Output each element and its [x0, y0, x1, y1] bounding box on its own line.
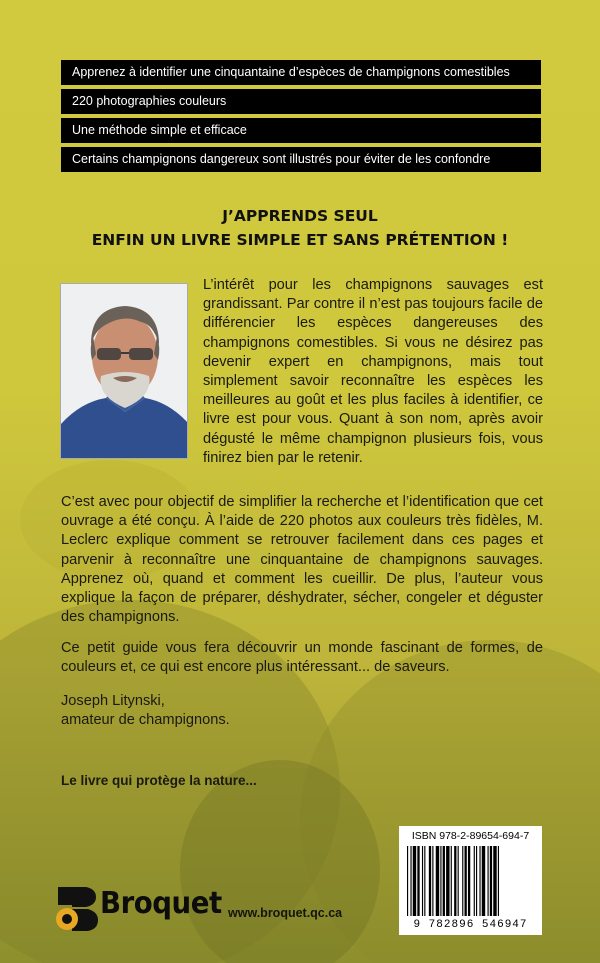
body-paragraph: C’est avec pour objectif de simplifier la recherche et l’identification que cet ouvrage a été conçu. À l’aide de 220 photos aux couleurs très fidèles, M. Leclerc explique comment se retrouver facilement dans ces pages et parvenir à reconnaître une cinquantaine de champignons sauvages. Apprenez où, quand et comment les cueillir. De plus, l’auteur vous explique la façon de préparer, déshydrater, sécher, congeler et déguster des champignons. [61, 494, 543, 626]
feature-bar: Apprenez à identifier une cinquantaine d’espèces de champignons comestibles [61, 60, 541, 85]
feature-bar: Une méthode simple et efficace [61, 118, 541, 143]
author-portrait [60, 283, 188, 459]
portrait-illustration [61, 284, 188, 459]
signature-name: Joseph Litynski, [61, 693, 165, 709]
tagline: Le livre qui protège la nature... [61, 773, 257, 788]
publisher-name: Broquet [100, 886, 222, 921]
barcode-digits: 9 782896 546947 [413, 919, 528, 931]
feature-list [61, 60, 541, 176]
headline-line-1: J’APPRENDS SEUL [222, 207, 378, 225]
feature-bar: 220 photographies couleurs [61, 89, 541, 114]
signature-role: amateur de champignons. [61, 712, 230, 729]
body-paragraph: Ce petit guide vous fera découvrir un monde fascinant de formes, de couleurs et, ce qui est encore plus intéressant... de saveurs. [61, 640, 543, 676]
barcode-image [405, 846, 536, 918]
headline-line-2: ENFIN UN LIVRE SIMPLE ET SANS PRÉTENTION ! [91, 231, 509, 249]
headline [0, 204, 600, 252]
feature-bar: Certains champignons dangereux sont illustrés pour éviter de les confondre [61, 147, 541, 172]
signature [61, 692, 361, 730]
barcode-label [399, 826, 542, 935]
website-link[interactable]: www.broquet.qc.ca [228, 906, 343, 920]
broquet-logo-icon [52, 883, 98, 933]
isbn-text: ISBN 978-2-89654-694-7 [411, 830, 530, 842]
intro-paragraph: L’intérêt pour les champignons sauvages est grandissant. Par contre il n’est pas toujours facile de différencier les espèces dangereuses des champignons comestibles. Si vous ne désirez pas devenir expert en champignons, mais tout simplement savoir reconnaître les espèces les meilleures au goût et les plus faciles à identifier, ce livre est pour vous. Quant à son nom, après avoir dégusté le même champignon plusieurs fois, vous finirez bien par le retenir. [203, 277, 543, 466]
